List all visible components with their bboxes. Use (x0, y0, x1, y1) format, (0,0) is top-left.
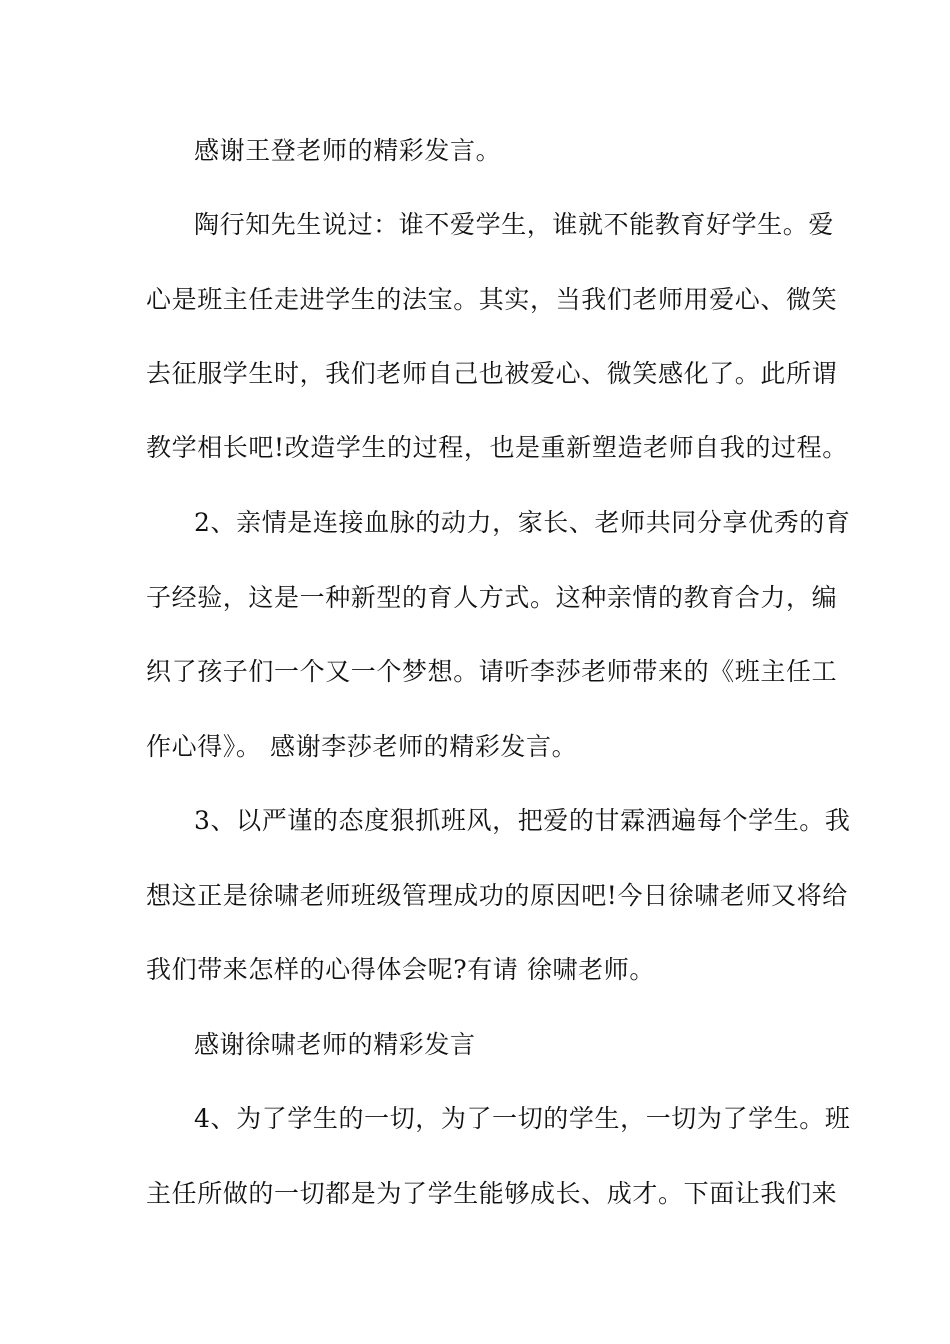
text-line-2: 陶行知先生说过：谁不爱学生，谁就不能教育好学生。爱 (194, 210, 835, 239)
text-line-15: 主任所做的一切都是为了学生能够成长、成才。下面让我们来 (146, 1179, 838, 1208)
text-line-8: 织了孩子们一个又一个梦想。请听李莎老师带来的《班主任工 (146, 657, 838, 686)
text-line-10: 3、以严谨的态度狠抓班风，把爱的甘霖洒遍每个学生。我 (194, 806, 851, 835)
text-line-6: 2、亲情是连接血脉的动力，家长、老师共同分享优秀的育 (194, 508, 851, 537)
text-line-12: 我们带来怎样的心得体会呢?有请 徐啸老师。 (146, 955, 655, 984)
text-line-3: 心是班主任走进学生的法宝。其实，当我们老师用爱心、微笑 (146, 285, 838, 314)
text-line-7: 子经验，这是一种新型的育人方式。这种亲情的教育合力，编 (146, 583, 838, 612)
text-line-4: 去征服学生时，我们老师自己也被爱心、微笑感化了。此所谓 (146, 359, 838, 388)
text-line-1: 感谢王登老师的精彩发言。 (194, 136, 502, 165)
text-line-9: 作心得》。 感谢李莎老师的精彩发言。 (146, 732, 578, 761)
text-line-5: 教学相长吧!改造学生的过程，也是重新塑造老师自我的过程。 (146, 433, 848, 462)
text-line-11: 想这正是徐啸老师班级管理成功的原因吧!今日徐啸老师又将给 (146, 881, 848, 910)
text-line-13: 感谢徐啸老师的精彩发言 (194, 1030, 476, 1059)
text-line-14: 4、为了学生的一切，为了一切的学生，一切为了学生。班 (194, 1104, 851, 1133)
